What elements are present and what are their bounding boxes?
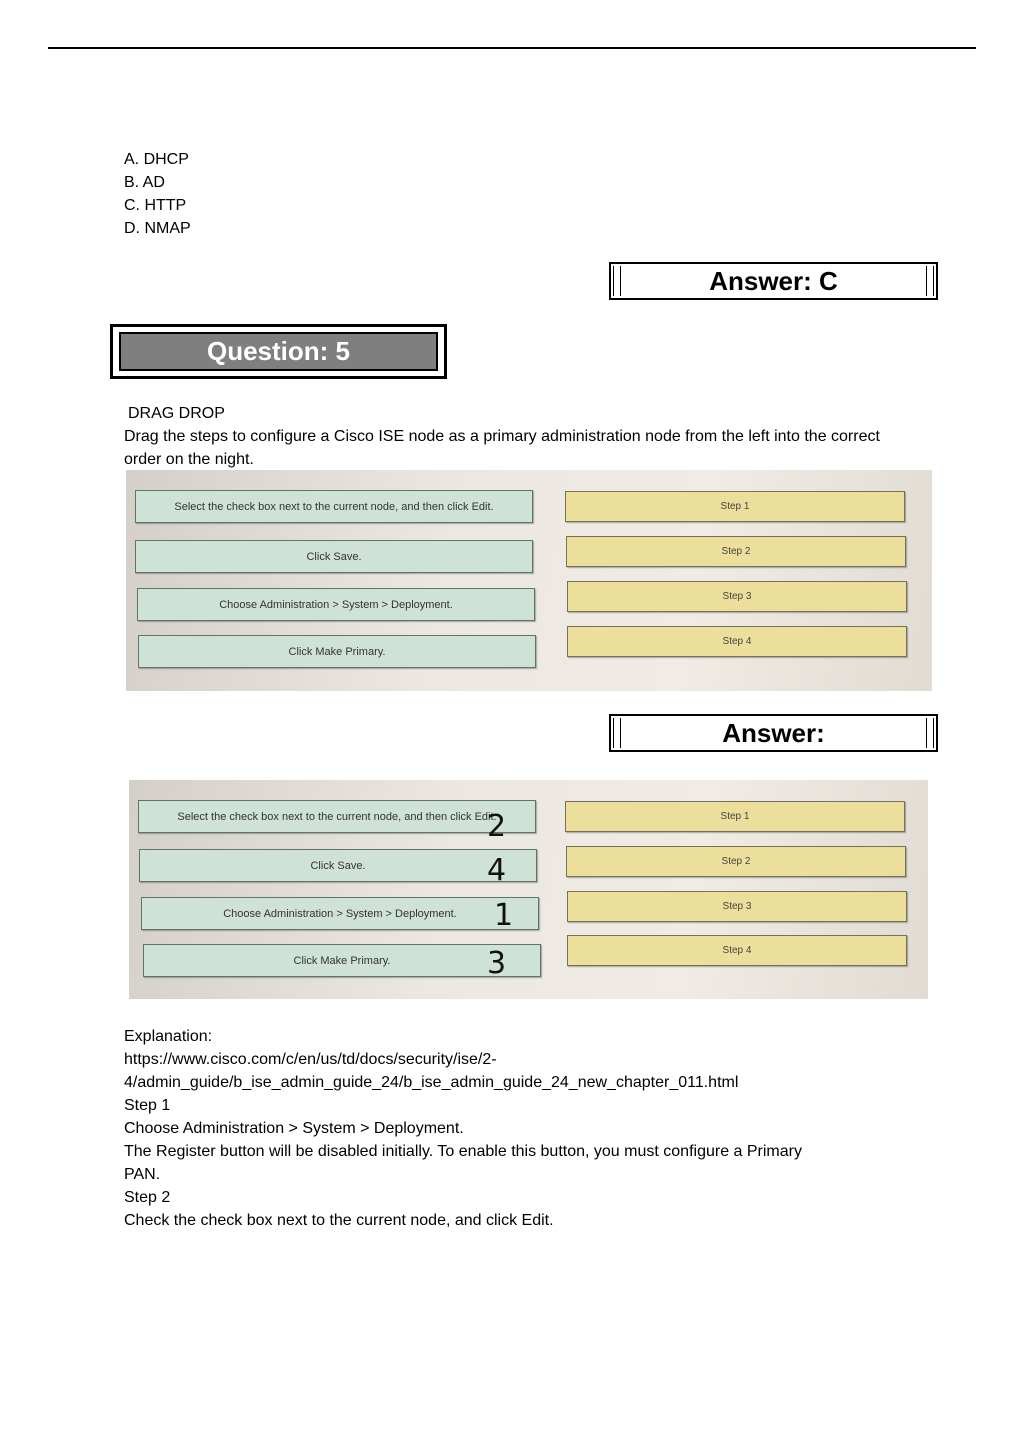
answer-box-dragdrop [609, 714, 938, 752]
step-text: The Register button will be disabled initially. To enable this button, you must configure a Primary [124, 1143, 802, 1160]
option-d: D. NMAP [124, 220, 191, 237]
drag-item-1: Select the check box next to the current node, and then click Edit. [135, 490, 533, 523]
option-b: B. AD [124, 174, 165, 191]
drag-item-2: Click Save. [139, 849, 537, 882]
question-body [124, 402, 904, 471]
question-heading: Question: 5 [119, 332, 438, 371]
step-slot-4: Step 4 [567, 935, 907, 966]
step-slot-1: Step 1 [565, 801, 905, 832]
handwritten-number: 2 [487, 809, 507, 844]
option-c: C. HTTP [124, 197, 187, 214]
question-text: Drag the steps to configure a Cisco ISE node as a primary administration node from the left into the correct order on the night. [124, 428, 880, 468]
option-a: A. DHCP [124, 151, 189, 168]
answer-box-previous [609, 262, 938, 300]
drag-item-4: Click Make Primary. [143, 944, 541, 977]
step-slot-2: Step 2 [566, 846, 906, 877]
step-heading: Step 1 [124, 1097, 171, 1114]
explanation-label: Explanation: [124, 1028, 213, 1045]
drag-item-3: Choose Administration > System > Deployment. [141, 897, 539, 930]
question-dragdrop-image [126, 470, 932, 691]
step-slot-3: Step 3 [567, 581, 907, 612]
step-text: PAN. [124, 1166, 161, 1183]
explanation [124, 1025, 914, 1232]
step-heading: Step 2 [124, 1189, 171, 1206]
answer-options [124, 148, 191, 240]
step-text: Check the check box next to the current node, and click Edit. [124, 1212, 554, 1229]
step-slot-3: Step 3 [567, 891, 907, 922]
step-slot-4: Step 4 [567, 626, 907, 657]
step-text: Choose Administration > System > Deployment. [124, 1120, 464, 1137]
answer-dragdrop-image [129, 780, 928, 999]
reference-url: https://www.cisco.com/c/en/us/td/docs/security/ise/2- [124, 1051, 497, 1068]
question-heading-box [110, 324, 447, 379]
handwritten-number: 3 [487, 946, 507, 981]
drag-item-3: Choose Administration > System > Deployment. [137, 588, 535, 621]
answer-label: Answer: [722, 717, 825, 748]
handwritten-number: 1 [494, 898, 514, 933]
header-rule [48, 47, 976, 49]
step-slot-1: Step 1 [565, 491, 905, 522]
drag-item-2: Click Save. [135, 540, 533, 573]
reference-url: 4/admin_guide/b_ise_admin_guide_24/b_ise_admin_guide_24_new_chapter_011.html [124, 1074, 739, 1091]
drag-item-1: Select the check box next to the current node, and then click Edit. [138, 800, 536, 833]
drag-item-4: Click Make Primary. [138, 635, 536, 668]
question-type: DRAG DROP [128, 405, 225, 422]
handwritten-number: 4 [487, 853, 507, 888]
answer-label: Answer: C [709, 265, 838, 296]
step-slot-2: Step 2 [566, 536, 906, 567]
